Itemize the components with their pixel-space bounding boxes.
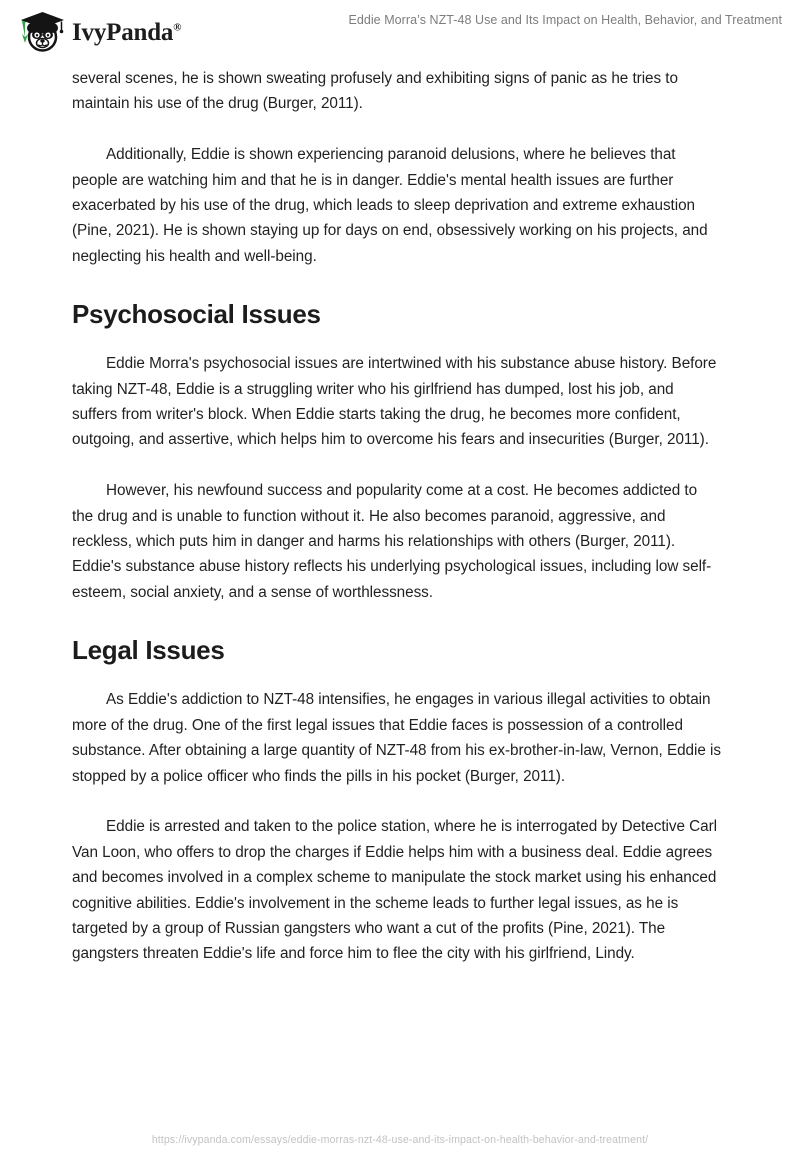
paragraph-spacer (72, 453, 722, 478)
page-footer (0, 1130, 800, 1148)
document-body (72, 66, 722, 967)
paragraph: Eddie Morra's psychosocial issues are intertwined with his substance abuse history. Before taking NZT-48, Eddie is a struggling writer who his girlfriend has dumped, lost his job, and suffers from writer's block. When Eddie starts taking the drug, he becomes more confident, outgoing, and assertive, which helps him to overcome his fears and insecurities (Burger, 2011). (72, 355, 717, 449)
registered-mark: ® (173, 21, 182, 34)
section-spacer-top (72, 605, 722, 633)
paragraph: Additionally, Eddie is shown experiencing paranoid delusions, where he believes that people are watching him and that he is in danger. Eddie's mental health issues are further exacerbated by his use of the drug, which leads to sleep deprivation and extreme exhaustion (Pine, 2021). He is shown staying up for days on end, obsessively working on his projects, and neglecting his health and well-being. (72, 146, 708, 265)
paragraph-spacer (72, 789, 722, 814)
paragraph: As Eddie's addiction to NZT-48 intensifies, he engages in various illegal activities to obtain more of the drug. One of the first legal issues that Eddie faces is possession of a controlled substance. After obtaining a large quantity of NZT-48 from his ex-brother-in-law, Vernon, Eddie is stopped by a police officer who finds the pills in his pocket (Burger, 2011). (72, 691, 721, 785)
brand-name-text: IvyPanda (72, 18, 174, 46)
document-title-header: Eddie Morra’s NZT-48 Use and Its Impact on Health, Behavior, and Treatment (348, 13, 782, 27)
footer-source-url[interactable]: https://ivypanda.com/essays/eddie-morras-nzt-48-use-and-its-impact-on-health-behavior-and-treatment/ (151, 1134, 649, 1146)
section-spacer-bottom (72, 667, 722, 687)
paragraph: Eddie is arrested and taken to the police station, where he is interrogated by Detective Carl Van Loon, who offers to drop the charges if Eddie helps him with a business deal. Eddie agrees and becomes involved in a complex scheme to manipulate the stock market using his enhanced cognitive abilities. Eddie's involvement in the scheme leads to further legal issues, as he is targeted by a group of Russian gangsters who want a cut of the profits (Pine, 2021). The gangsters threaten Eddie's life and force him to flee the city with his girlfriend, Lindy. (72, 818, 717, 963)
page-header (0, 0, 800, 58)
section-heading-psychosocial-issues: Psychosocial Issues (72, 299, 321, 330)
paragraph-spacer (72, 117, 722, 142)
section-spacer-top (72, 269, 722, 297)
section-spacer-bottom (72, 331, 722, 351)
paragraph-continued: several scenes, he is shown sweating profusely and exhibiting signs of panic as he tries to maintain his use of the drug (Burger, 2011). (72, 70, 678, 113)
section-heading-legal-issues: Legal Issues (72, 635, 225, 666)
paragraph: However, his newfound success and popularity come at a cost. He becomes addicted to the drug and is unable to function without it. He also becomes paranoid, aggressive, and reckless, which puts him in danger and harms his relationships with others (Burger, 2011). Eddie's substance abuse history reflects his underlying psychological issues, including low self-esteem, social anxiety, and a sense of worthlessness. (72, 482, 712, 601)
